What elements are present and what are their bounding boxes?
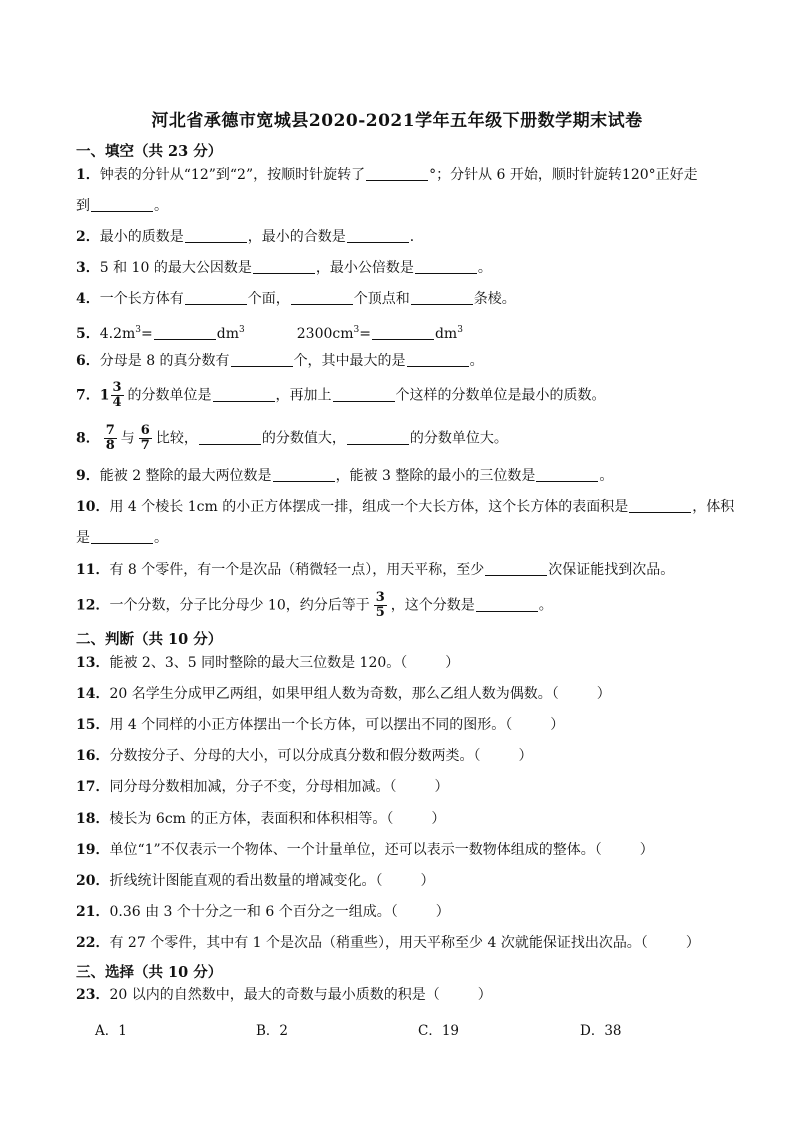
- exponent: 3: [353, 325, 360, 335]
- question-10: [76, 497, 734, 517]
- question-text: =: [359, 326, 371, 342]
- fraction-numerator: 3: [375, 590, 385, 605]
- exponent: 3: [239, 325, 245, 335]
- question-text: ，最小公倍数是: [315, 260, 414, 276]
- question-text: ，最小的合数是: [247, 229, 346, 245]
- question-text: 棱长为 6cm 的正方体，表面积和体积相等。（: [109, 811, 394, 827]
- question-number: 2．: [76, 229, 100, 245]
- fraction-denominator: 4: [112, 395, 122, 410]
- question-text: 一个分数，分子比分母少 10，约分后等于: [109, 597, 370, 614]
- question-text: 是: [76, 530, 90, 546]
- question-text: 。: [538, 597, 553, 614]
- answer-blank[interactable]: [185, 228, 247, 243]
- question-13: [76, 653, 459, 673]
- question-text: 5 和 10 的最大公因数是: [99, 260, 252, 276]
- question-text: ）: [445, 655, 460, 671]
- question-20: [76, 871, 434, 891]
- question-text: ，这个分数是: [390, 597, 475, 614]
- question-number: 20．: [76, 873, 110, 889]
- question-text: 的分数单位大。: [409, 430, 508, 447]
- question-text: °；分针从 6 开始，顺时针旋转120°正好走: [429, 167, 698, 183]
- answer-blank[interactable]: [91, 197, 153, 212]
- question-6: [76, 351, 484, 371]
- question-7: [76, 381, 606, 410]
- question-text: ）: [639, 842, 654, 858]
- section-heading-multiple-choice: 三、选择（共 10 分）: [76, 964, 223, 981]
- fraction-denominator: 5: [375, 605, 385, 620]
- question-text: 。: [599, 468, 614, 484]
- question-text: 最小的质数是: [99, 229, 184, 245]
- question-15: [76, 715, 564, 735]
- fraction: [139, 424, 152, 453]
- option-a[interactable]: A．1: [95, 1023, 127, 1039]
- question-text: dm: [434, 326, 458, 342]
- question-text: 钟表的分针从“12”到“2”，按顺时针旋转了: [99, 167, 366, 183]
- question-4: [76, 289, 516, 309]
- question-16: [76, 746, 532, 766]
- question-text: 。: [154, 530, 168, 546]
- question-text: ）: [550, 717, 565, 733]
- question-text: 的分数单位是: [127, 387, 212, 404]
- question-text: ）: [434, 779, 449, 795]
- question-number: 9．: [76, 468, 100, 484]
- question-text: 与: [120, 430, 135, 447]
- question-text: 有 27 个零件，其中有 1 个是次品（稍重些），用天平称至少 4 次就能保证找出次品。（: [109, 935, 648, 951]
- question-23: [76, 985, 492, 1005]
- question-number: 19．: [76, 842, 110, 858]
- answer-blank[interactable]: [347, 430, 409, 445]
- question-12: [76, 591, 553, 620]
- question-text: 能被 2 整除的最大两位数是: [99, 468, 272, 484]
- question-text: 条棱。: [473, 291, 516, 307]
- exponent: 3: [457, 325, 463, 335]
- question-text: 用 4 个棱长 1cm 的小正方体摆成一排，组成一个大长方体，这个长方体的表面积是: [109, 499, 629, 515]
- question-number: 12．: [76, 597, 110, 614]
- page-title: 河北省承德市宽城县2020-2021学年五年级下册数学期末试卷: [151, 111, 643, 131]
- question-text: dm: [216, 326, 240, 342]
- question-text: 分母是 8 的真分数有: [99, 353, 230, 369]
- question-number: 18．: [76, 811, 110, 827]
- question-text: =: [141, 326, 153, 342]
- answer-blank[interactable]: [476, 597, 538, 612]
- fraction-numerator: 3: [112, 380, 122, 395]
- answer-blank[interactable]: [536, 467, 598, 482]
- question-number: 17．: [76, 779, 110, 795]
- question-text: 。: [477, 260, 492, 276]
- question-text: 个这样的分数单位是最小的质数。: [395, 387, 606, 404]
- question-8: [76, 424, 508, 453]
- question-number: 1．: [76, 167, 100, 183]
- answer-blank[interactable]: [253, 259, 315, 274]
- answer-blank[interactable]: [291, 290, 353, 305]
- question-5: [76, 320, 463, 344]
- fraction-numerator: 6: [140, 423, 150, 438]
- question-text: ）: [420, 873, 435, 889]
- question-number: 5．: [76, 326, 100, 342]
- question-text: 0.36 由 3 个十分之一和 6 个百分之一组成。（: [109, 904, 398, 920]
- option-c[interactable]: C．19: [418, 1023, 460, 1039]
- question-text: ，体积: [692, 499, 735, 515]
- question-text: 个面，: [247, 291, 290, 307]
- fraction-denominator: 8: [105, 438, 115, 453]
- mixed-number-whole: 1: [99, 387, 110, 404]
- question-text: 个，其中最大的是: [293, 353, 406, 369]
- question-text: ，能被 3 整除的最小的三位数是: [335, 468, 536, 484]
- fraction-numerator: 7: [105, 423, 115, 438]
- question-text: ）: [435, 904, 450, 920]
- answer-blank[interactable]: [273, 467, 335, 482]
- question-number: 23．: [76, 987, 110, 1003]
- answer-blank[interactable]: [231, 352, 293, 367]
- question-text: 有 8 个零件，有一个是次品（稍微轻一点），用天平称，至少: [109, 562, 485, 578]
- question-text: 折线统计图能直观的看出数量的增减变化。（: [109, 873, 383, 889]
- question-number: 16．: [76, 748, 110, 764]
- answer-blank[interactable]: [407, 352, 469, 367]
- question-text: 一个长方体有: [99, 291, 184, 307]
- question-9: [76, 466, 613, 486]
- question-text: 到: [76, 198, 90, 214]
- question-text: ）: [431, 811, 446, 827]
- answer-blank[interactable]: [347, 228, 409, 243]
- section-heading-fill-blank: 一、填空（共 23 分）: [76, 143, 223, 160]
- question-text: 20 以内的自然数中，最大的奇数与最小质数的积是（: [109, 987, 440, 1003]
- question-3: [76, 258, 492, 278]
- answer-blank[interactable]: [213, 387, 275, 402]
- fraction: [374, 591, 387, 620]
- question-21: [76, 902, 450, 922]
- question-14: [76, 684, 611, 704]
- question-number: 10．: [76, 499, 110, 515]
- question-number: 6．: [76, 353, 100, 369]
- question-text: 。: [469, 353, 484, 369]
- question-text: ）: [518, 748, 533, 764]
- answer-blank[interactable]: [199, 430, 261, 445]
- question-number: 21．: [76, 904, 110, 920]
- question-text: 20 名学生分成甲乙两组，如果甲组人数为奇数，那么乙组人数为偶数。（: [109, 686, 559, 702]
- question-text: 个顶点和: [353, 291, 410, 307]
- answer-blank[interactable]: [415, 259, 477, 274]
- question-text: 的分数值大，: [261, 430, 346, 447]
- question-number: 11．: [76, 562, 110, 578]
- question-text: ．: [409, 229, 424, 245]
- question-text: 4.2m: [99, 326, 136, 342]
- option-b[interactable]: B．2: [256, 1023, 289, 1039]
- question-10-continued: [76, 528, 168, 548]
- fraction-denominator: 7: [140, 438, 150, 453]
- question-text: 分数按分子、分母的大小，可以分成真分数和假分数两类。（: [109, 748, 481, 764]
- option-d[interactable]: D．38: [580, 1023, 622, 1039]
- question-text: 同分母分数相加减，分子不变，分母相加减。（: [109, 779, 397, 795]
- answer-blank[interactable]: [411, 290, 473, 305]
- question-2: [76, 227, 424, 247]
- question-number: 15．: [76, 717, 110, 733]
- question-text: 2300cm: [296, 326, 354, 342]
- question-text: 。: [154, 198, 168, 214]
- answer-blank[interactable]: [333, 387, 395, 402]
- question-17: [76, 777, 448, 797]
- question-1-continued: [76, 196, 168, 216]
- fraction: [104, 424, 117, 453]
- question-text: 用 4 个同样的小正方体摆出一个长方体，可以摆出不同的图形。（: [109, 717, 513, 733]
- question-19: [76, 840, 654, 860]
- question-number: 7．: [76, 387, 100, 404]
- answer-blank[interactable]: [185, 290, 247, 305]
- exponent: 3: [135, 325, 142, 335]
- question-text: 比较，: [155, 430, 198, 447]
- answer-blank[interactable]: [372, 325, 434, 340]
- question-22: [76, 933, 700, 953]
- question-number: 13．: [76, 655, 110, 671]
- fraction: [111, 381, 124, 410]
- answer-blank[interactable]: [366, 166, 428, 181]
- question-text: ）: [685, 935, 700, 951]
- answer-blank[interactable]: [485, 561, 547, 576]
- question-18: [76, 809, 445, 829]
- answer-blank[interactable]: [154, 325, 216, 340]
- question-text: ）: [596, 686, 611, 702]
- section-heading-true-false: 二、判断（共 10 分）: [76, 631, 223, 648]
- answer-blank[interactable]: [629, 498, 691, 513]
- answer-blank[interactable]: [91, 529, 153, 544]
- question-11: [76, 560, 674, 580]
- question-number: 22．: [76, 935, 110, 951]
- question-number: 3．: [76, 260, 100, 276]
- question-text: 单位“1”不仅表示一个物体、一个计量单位，还可以表示一数物体组成的整体。（: [109, 842, 602, 858]
- question-text: 能被 2、3、5 同时整除的最大三位数是 120。（: [109, 655, 408, 671]
- question-number: 4．: [76, 291, 100, 307]
- question-number: 8．: [76, 430, 100, 447]
- question-1: [76, 165, 698, 185]
- question-text: ）: [477, 987, 492, 1003]
- question-number: 14．: [76, 686, 110, 702]
- question-text: 次保证能找到次品。: [548, 562, 675, 578]
- question-text: ，再加上: [275, 387, 332, 404]
